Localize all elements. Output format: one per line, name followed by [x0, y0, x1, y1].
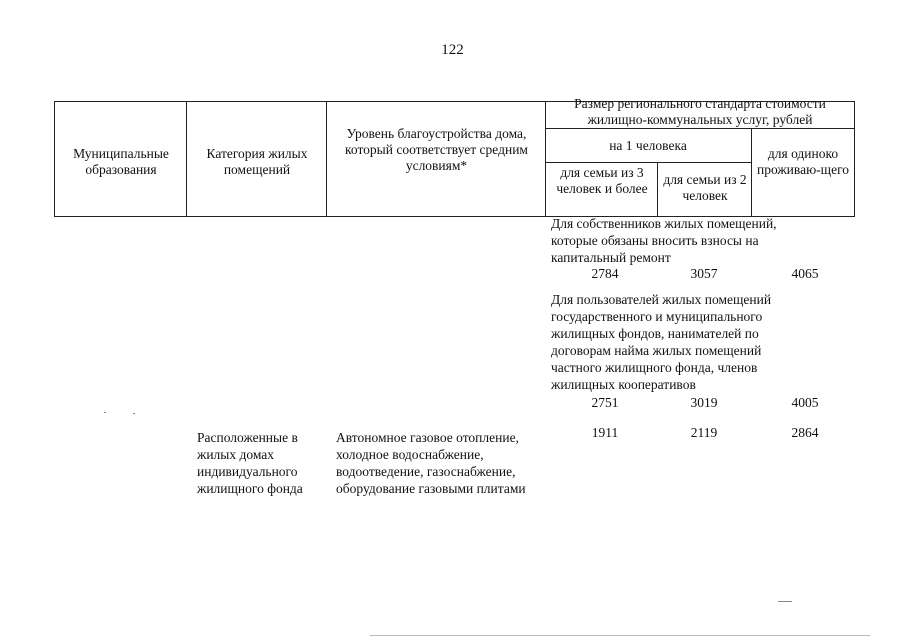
col-divider-2: [326, 101, 327, 217]
page-number: 122: [441, 42, 464, 58]
section-2-caption: Для пользователей жилых помещений государственного и муниципального жилищных фондов, нанимателей по договорам найма жилых помещений частного жилищного фонда, членов жилищных кооперативов: [551, 292, 772, 392]
border-right: [854, 101, 855, 217]
header-family3: для семьи из 3 человек и более: [556, 165, 648, 196]
section-2-value-single: 4005: [791, 395, 819, 410]
section-2-value-family2: 3019: [690, 395, 718, 410]
row-category: Расположенные в жилых домах индивидуального жилищного фонда: [197, 430, 303, 496]
scan-speck: [104, 412, 106, 413]
section-1-caption: Для собственников жилых помещений, которые обязаны вносить взносы на капитальный ремонт: [551, 216, 777, 265]
section-1-value-single: 4065: [791, 266, 819, 281]
row-value-single: 2864: [791, 425, 819, 440]
section-2-value-family3: 2751: [591, 395, 619, 410]
row-value-family3: 1911: [591, 425, 619, 440]
section-1-value-family3: 2784: [591, 266, 619, 281]
row-value-family2: 2119: [690, 425, 718, 440]
scan-edge: [370, 635, 870, 636]
col-divider-4: [657, 162, 658, 217]
header-single: для одиноко проживаю-щего: [756, 146, 850, 177]
row-level: Автономное газовое отопление, холодное водоснабжение, водоотведение, газоснабжение, оборудование газовыми плитами: [336, 430, 526, 496]
header-category: Категория жилых помещений: [206, 146, 308, 177]
border-left: [54, 101, 55, 217]
col-divider-3: [545, 101, 546, 217]
scan-speck: [778, 601, 792, 602]
header-per-person: на 1 человека: [609, 138, 687, 153]
standard-divider: [545, 128, 854, 129]
header-standard-title: [548, 96, 852, 128]
header-municipal: Муниципальные образования: [73, 146, 169, 177]
section-1-value-family2: 3057: [690, 266, 718, 281]
col-divider-1: [186, 101, 187, 217]
header-level: Уровень благоустройства дома, который соответствует средним условиям*: [345, 126, 528, 173]
scan-speck: [133, 413, 135, 414]
per-person-divider: [545, 162, 751, 163]
col-divider-5: [751, 128, 752, 217]
header-family2: для семьи из 2 человек: [663, 172, 747, 203]
header-standard-title-text: Размер регионального стандарта стоимости жилищно-коммунальных услуг, рублей: [574, 96, 826, 127]
